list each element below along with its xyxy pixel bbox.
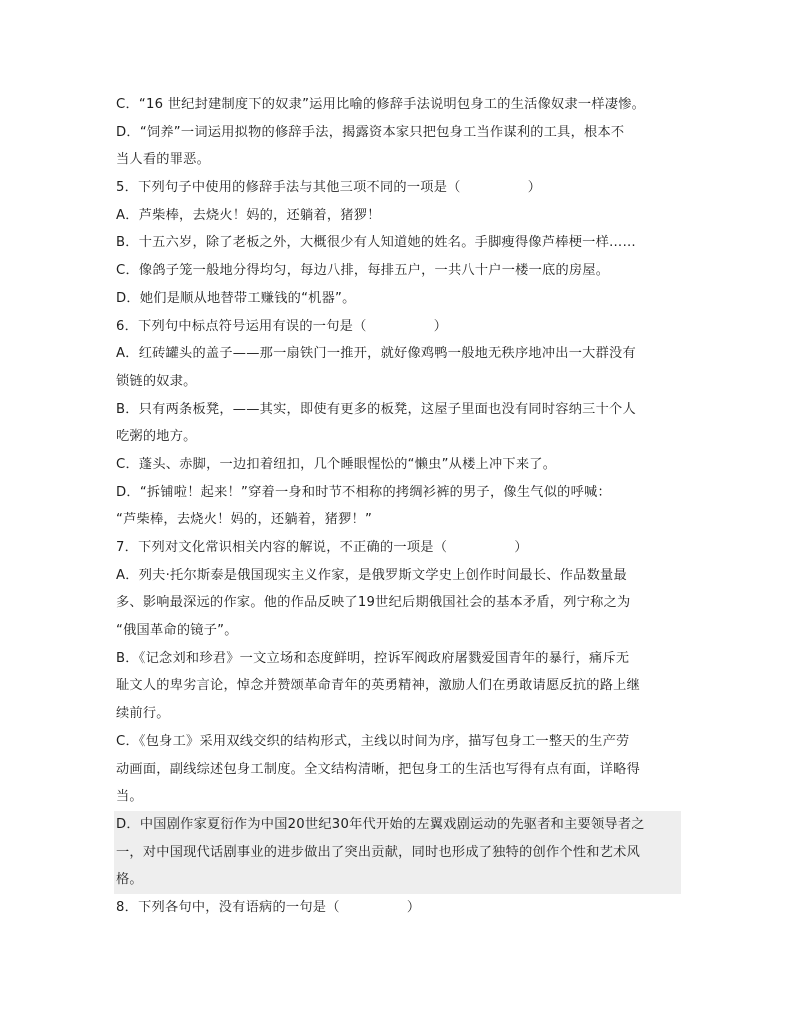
- question-6-option-d-line-1: D．“拆铺啦！起来！”穿着一身和时节不相称的拷绸衫裤的男子，像生气似的呼喊：: [116, 484, 611, 500]
- question-7-option-a-line-3: “俄国革命的镜子”。: [116, 623, 238, 639]
- question-7: 7．下列对文化常识相关内容的解说，不正确的一项是（ ）: [116, 540, 528, 555]
- question-7-option-b-line-1: B．《记念刘和珍君》一文立场和态度鲜明，控诉军阀政府屠戮爱国青年的暴行，痛斥无: [116, 650, 630, 666]
- question-5-option-b: B．十五六岁，除了老板之外，大概很少有人知道她的姓名。手脚瘦得像芦棒梗一样……: [116, 235, 636, 251]
- exam-text-column: [116, 91, 686, 922]
- question-6-option-d-line-2: “芦柴棒，去烧火！妈的，还躺着，猪猡！”: [116, 512, 373, 528]
- question-6-option-b-line-1: B．只有两条板凳，——其实，即使有更多的板凳，这屋子里面也没有同时容纳三十个人: [116, 401, 636, 417]
- question-5: 5．下列句子中使用的修辞手法与其他三项不同的一项是（ ）: [116, 180, 542, 196]
- highlighted-option-d: [114, 811, 681, 894]
- question-7-option-b-line-2: 耻文人的卑劣言论，悼念并赞颂革命青年的英勇精神，激励人们在勇敢请愿反抗的路上继: [116, 678, 641, 694]
- question-6-option-c: C．蓬头、赤脚，一边扣着纽扣，几个睡眼惺忪的“懒虫”从楼上冲下来了。: [116, 456, 557, 472]
- question-8: 8．下列各句中，没有语病的一句是（ ）: [116, 899, 421, 915]
- question-5-option-c: C．像鸽子笼一般地分得均匀，每边八排，每排五户，一共八十户一楼一底的房屋。: [116, 263, 610, 279]
- question-7-option-b-line-3: 续前行。: [116, 706, 170, 722]
- question-7-option-c-line-2: 动画面，副线综述包身工制度。全文结构清晰，把包身工的生活也写得有点有面，详略得: [116, 761, 641, 777]
- option-d-q4-line-1: D．“饲养”一词运用拟物的修辞手法，揭露资本家只把包身工当作谋利的工具，根本不: [116, 124, 625, 140]
- question-7-option-c-line-1: C．《包身工》采用双线交织的结构形式，主线以时间为序，描写包身工一整天的生产劳: [116, 733, 630, 749]
- question-7-option-d-line-1: D．中国剧作家夏衍作为中国20世纪30年代开始的左翼戏剧运动的先驱者和主要领导者之: [116, 816, 645, 832]
- question-7-option-c-line-3: 当。: [116, 789, 143, 805]
- question-6-option-a-line-1: A．红砖罐头的盖子——那一扇铁门一推开，就好像鸡鸭一般地无秩序地冲出一大群没有: [116, 346, 636, 362]
- question-6-option-b-line-2: 吃粥的地方。: [116, 429, 197, 445]
- question-7-option-a-line-2: 多、影响最深远的作家。他的作品反映了19世纪后期俄国社会的基本矛盾，列宁称之为: [116, 595, 631, 611]
- question-5-option-d: D．她们是顺从地替带工赚钱的“机器”。: [116, 290, 356, 306]
- question-6: 6．下列句中标点符号运用有误的一句是（ ）: [116, 318, 448, 334]
- option-d-q4-line-2: 当人看的罪恶。: [116, 152, 211, 168]
- question-7-option-d-line-2: 一，对中国现代话剧事业的进步做出了突出贡献，同时也形成了独特的创作个性和艺术风: [116, 844, 641, 860]
- question-5-option-a: A．芦柴棒，去烧火！妈的，还躺着，猪猡！: [116, 207, 381, 223]
- question-7-option-a-line-1: A．列夫·托尔斯泰是俄国现实主义作家，是俄罗斯文学史上创作时间最长、作品数量最: [116, 567, 627, 583]
- option-c-q4: C．“16 世纪封建制度下的奴隶”运用比喻的修辞手法说明包身工的生活像奴隶一样凄惨。: [116, 97, 646, 112]
- question-7-option-d-line-3: 格。: [116, 872, 143, 888]
- question-6-option-a-line-2: 锁链的奴隶。: [116, 373, 197, 389]
